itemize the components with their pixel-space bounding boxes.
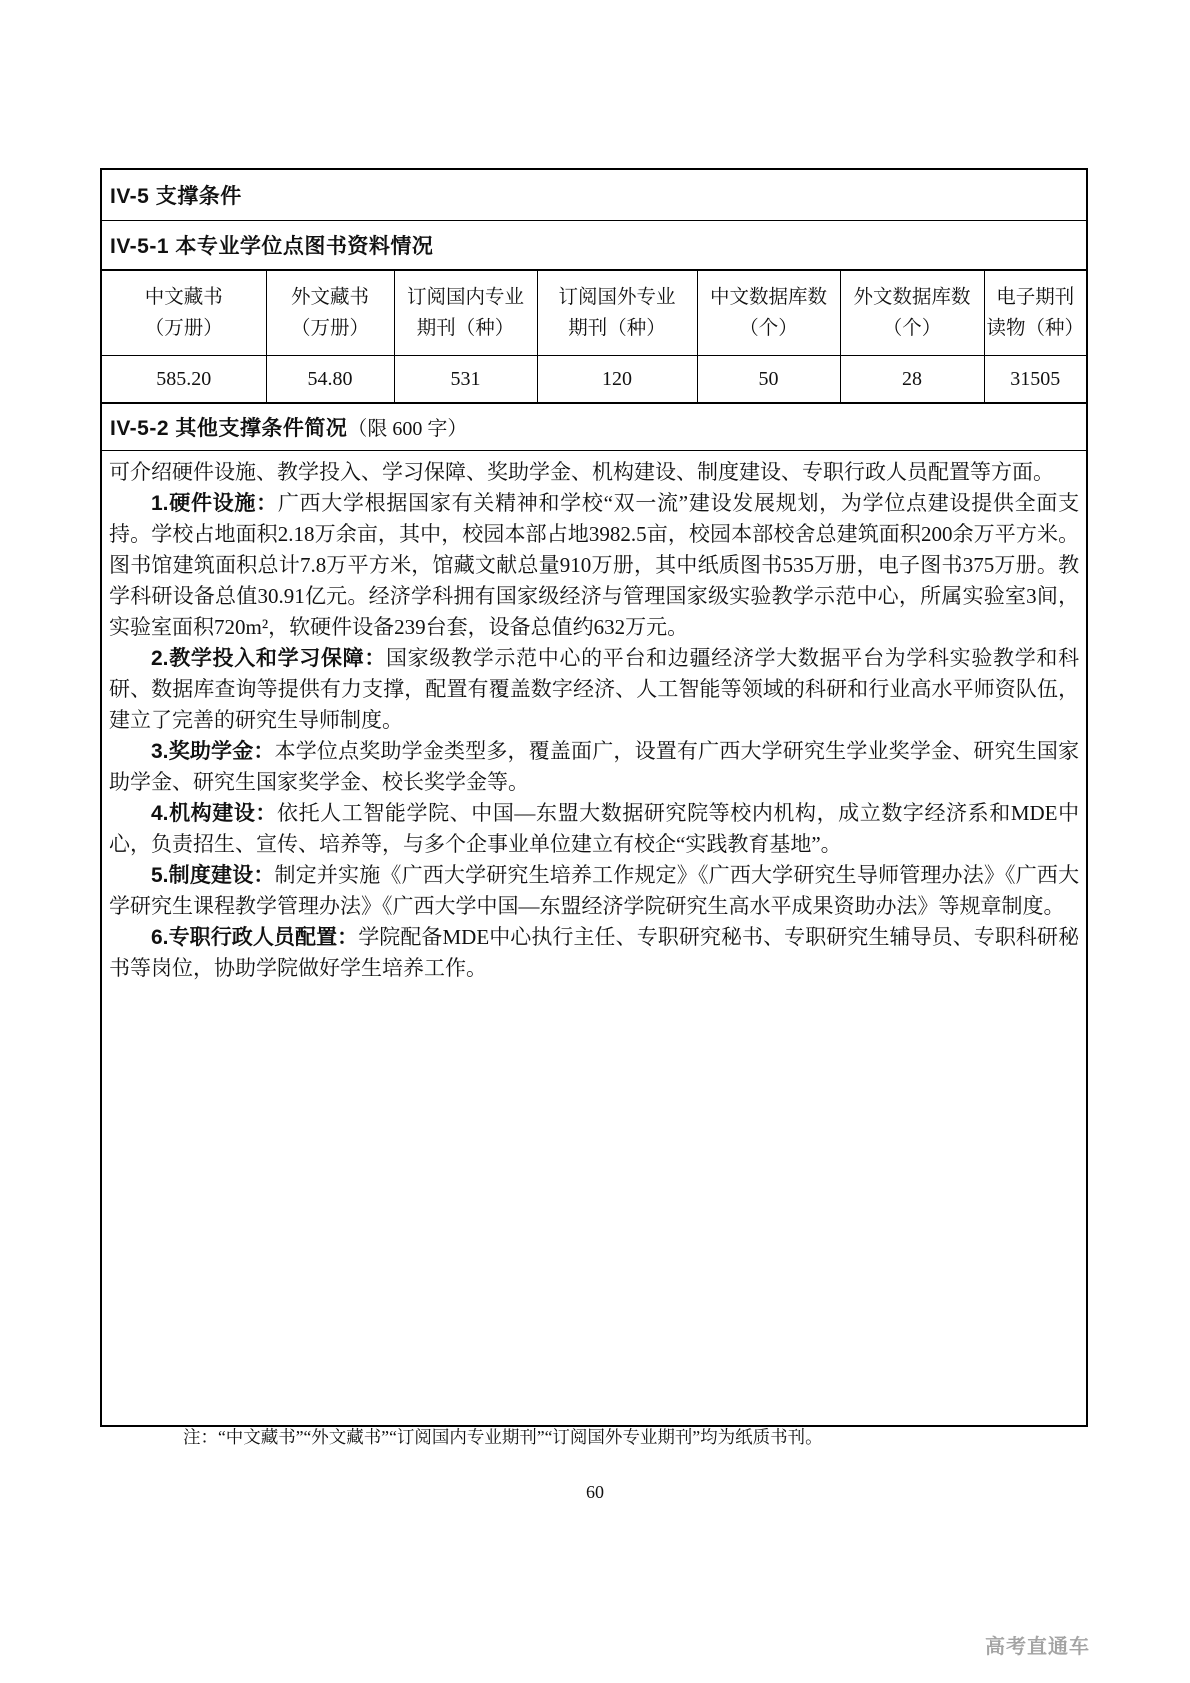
content-text bbox=[109, 457, 1079, 984]
stats-col-header: 中文数据库数 （个） bbox=[697, 270, 840, 356]
subsection-2-row bbox=[101, 403, 1087, 451]
stats-value: 50 bbox=[697, 356, 840, 404]
subsection-2-limit: （限 600 字） bbox=[347, 418, 468, 440]
paragraph-text: 学院配备MDE中心执行主任、专职研究秘书、专职研究生辅导员、专职科研秘书等岗位，协助学院做好学生培养工作。 bbox=[109, 925, 1080, 980]
stats-value: 531 bbox=[394, 356, 537, 404]
paragraph-text: 制定并实施《广西大学研究生培养工作规定》《广西大学研究生导师管理办法》《广西大学研究生课程教学管理办法》《广西大学中国—东盟经济学院研究生高水平成果资助办法》等规章制度。 bbox=[109, 863, 1080, 918]
content-paragraph bbox=[109, 860, 1079, 922]
section-title-row bbox=[101, 169, 1087, 221]
stats-col-header: 中文藏书 （万册） bbox=[101, 270, 266, 356]
stats-value: 54.80 bbox=[266, 356, 394, 404]
stats-col-header: 电子期刊 读物（种） bbox=[984, 270, 1087, 356]
content-row bbox=[101, 451, 1087, 1427]
watermark: 高考直通车 bbox=[985, 1636, 1090, 1658]
stats-value: 120 bbox=[537, 356, 697, 404]
content-intro: 可介绍硬件设施、教学投入、学习保障、奖助学金、机构建设、制度建设、专职行政人员配置等方面。 bbox=[109, 460, 1054, 484]
stats-col-header: 订阅国内专业 期刊（种） bbox=[394, 270, 537, 356]
section-title: IV-5 支撑条件 bbox=[110, 185, 242, 208]
page-number: 60 bbox=[586, 1482, 604, 1502]
paragraph-text: 广西大学根据国家有关精神和学校“双一流”建设发展规划，为学位点建设提供全面支持。学校占地面积2.18万余亩，其中，校园本部占地3982.5亩，校园本部校舍总建筑面积200余万平方米。图书馆建筑面积总计7.8万平方米，馆藏文献总量910万册，其中纸质图书535万册，电子图书375万册。教学科研设备总值30.91亿元。经济学科拥有国家级经济与管理国家级实验教学示范中心，所属实验室3间，实验室面积720m²，软硬件设备239台套，设备总值约632万元。 bbox=[109, 491, 1080, 639]
stats-value-row bbox=[101, 356, 1087, 404]
paragraph-lead: 5.制度建设： bbox=[151, 864, 275, 887]
content-paragraph bbox=[109, 922, 1079, 984]
content-paragraph bbox=[109, 736, 1079, 798]
paragraph-lead: 1.硬件设施： bbox=[151, 492, 278, 515]
support-conditions-table bbox=[100, 168, 1088, 1427]
stats-header-row bbox=[101, 270, 1087, 356]
stats-value: 585.20 bbox=[101, 356, 266, 404]
stats-col-header: 外文藏书 （万册） bbox=[266, 270, 394, 356]
stats-col-header: 订阅国外专业 期刊（种） bbox=[537, 270, 697, 356]
subsection-1-title: IV-5-1 本专业学位点图书资料情况 bbox=[110, 235, 434, 258]
paragraph-text: 依托人工智能学院、中国—东盟大数据研究院等校内机构，成立数字经济系和MDE中心，负责招生、宣传、培养等，与多个企事业单位建立有校企“实践教育基地”。 bbox=[109, 801, 1080, 856]
subsection-1-row bbox=[101, 221, 1087, 271]
paragraph-text: 本学位点奖助学金类型多，覆盖面广，设置有广西大学研究生学业奖学金、研究生国家助学金、研究生国家奖学金、校长奖学金等。 bbox=[109, 739, 1080, 794]
stats-value: 28 bbox=[840, 356, 984, 404]
stats-value: 31505 bbox=[984, 356, 1087, 404]
paragraph-lead: 3.奖助学金： bbox=[151, 740, 275, 763]
paragraph-lead: 4.机构建设： bbox=[151, 802, 278, 825]
content-paragraph bbox=[109, 643, 1079, 736]
stats-col-header: 外文数据库数 （个） bbox=[840, 270, 984, 356]
paragraph-text: 国家级教学示范中心的平台和边疆经济学大数据平台为学科实验教学和科研、数据库查询等提供有力支撑，配置有覆盖数字经济、人工智能等领域的科研和行业高水平师资队伍，建立了完善的研究生导师制度。 bbox=[109, 646, 1080, 732]
subsection-2-title: IV-5-2 其他支撑条件简况 bbox=[110, 417, 348, 440]
paragraph-lead: 6.专职行政人员配置： bbox=[151, 926, 359, 949]
paragraph-lead: 2.教学投入和学习保障： bbox=[151, 647, 386, 670]
content-paragraph bbox=[109, 488, 1079, 643]
footnote: 注：“中文藏书”“外文藏书”“订阅国内专业期刊”“订阅国外专业期刊”均为纸质书刊。 bbox=[183, 1427, 823, 1447]
content-paragraph bbox=[109, 798, 1079, 860]
